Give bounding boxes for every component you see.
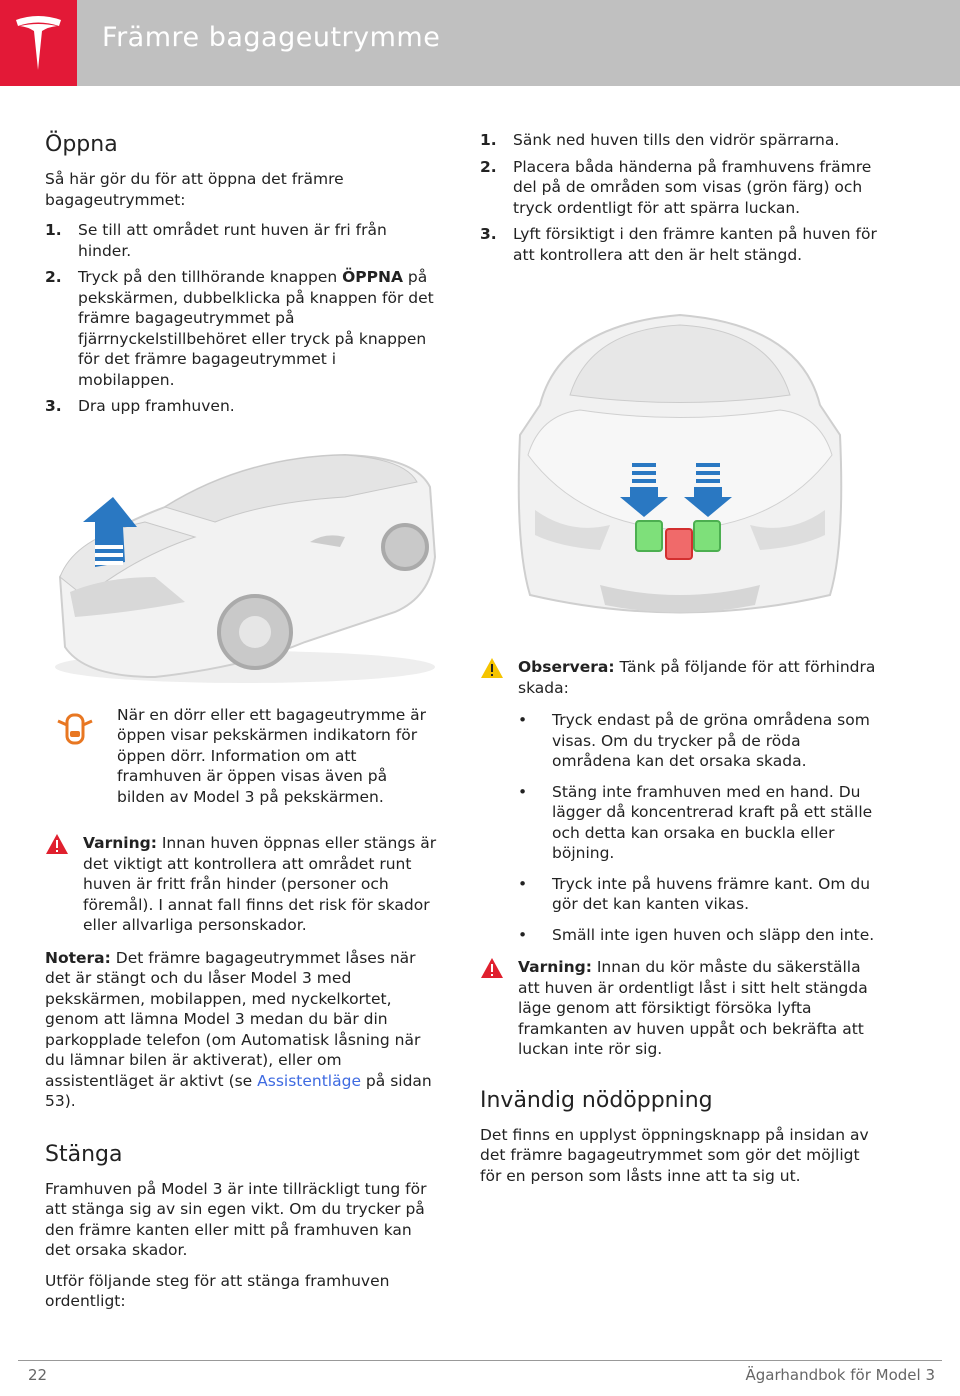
warning-label: Varning: bbox=[83, 834, 157, 852]
footer-divider bbox=[18, 1360, 942, 1361]
left-column bbox=[45, 120, 437, 1322]
green-press-area bbox=[694, 521, 720, 551]
step-text: på pekskärmen, dubbelklicka på knappen för det främre bagageutrymmet på fjärrnyckelstillbehöret eller tryck på knappen för det främre bagageutrymmet i mobilappen. bbox=[78, 268, 434, 389]
warning-label: Varning: bbox=[518, 958, 592, 976]
open-button-name: ÖPPNA bbox=[342, 268, 403, 286]
warning-text: Innan du kör måste du säkerställa att huven är ordentligt låst i sitt helt stängda läge genom att försiktigt försöka lyfta framkanten av huven uppåt och bekräfta att luckan inte rör sig. bbox=[518, 958, 868, 1058]
warning-open-hood bbox=[45, 833, 437, 936]
step-number: 1. bbox=[480, 131, 497, 149]
red-no-press-area bbox=[666, 529, 692, 559]
step-text: Lyft försiktigt i den främre kanten på huven för att kontrollera att den är helt stängd. bbox=[513, 225, 877, 264]
page-header bbox=[0, 0, 960, 86]
caution-triangle-icon bbox=[480, 657, 504, 679]
list-item bbox=[480, 224, 880, 265]
list-item bbox=[45, 220, 437, 261]
warning-drive bbox=[480, 957, 880, 1060]
step-number: 1. bbox=[45, 221, 62, 239]
caution-note bbox=[480, 657, 880, 698]
green-press-area bbox=[636, 521, 662, 551]
manual-title: Ägarhandbok för Model 3 bbox=[745, 1366, 935, 1384]
step-number: 2. bbox=[480, 157, 497, 176]
close-paragraph-2: Utför följande steg för att stänga framhuven ordentligt: bbox=[45, 1271, 390, 1310]
step-text: Se till att området runt huven är fri från hinder. bbox=[78, 221, 387, 260]
door-open-indicator-icon bbox=[55, 711, 95, 747]
list-item: • Smäll inte igen huven och släpp den inte. bbox=[518, 925, 880, 946]
car-open-hood-illustration bbox=[45, 427, 437, 687]
list-item bbox=[45, 396, 437, 417]
list-item: • Stäng inte framhuven med en hand. Du lägger då koncentrerad kraft på ett ställe och detta kan orsaka en buckla eller böjning. bbox=[518, 782, 880, 864]
page-number: 22 bbox=[28, 1366, 48, 1384]
open-heading: Öppna bbox=[45, 132, 118, 157]
note-text-end: på sidan 53). bbox=[45, 1071, 432, 1110]
car-front-press-illustration bbox=[480, 285, 880, 645]
note-paragraph bbox=[45, 948, 437, 1112]
close-paragraph-1: Framhuven på Model 3 är inte tillräckligt tung för att stänga sig av sin egen vikt. Om du trycker på den främre kanten eller mitt på framhuven kan det orsaka skador. bbox=[45, 1179, 427, 1259]
emergency-text: Det finns en upplyst öppningsknapp på insidan av det främre bagageutrymmet som gör det möjligt för en person som låsts inne att ta sig ut. bbox=[480, 1125, 869, 1185]
warning-text: Innan huven öppnas eller stängs är det viktigt att kontrollera att området runt huven är fritt från hinder (personer och föremål). I annat fall finns det risk för skador eller allvarliga personskador. bbox=[83, 834, 437, 934]
indicator-text: När en dörr eller ett bagageutrymme är öppen visar pekskärmen indikatorn för öppen dörr. Information om att framhuven är öppen visas även på bilden av Model 3 på pekskärmen. bbox=[117, 705, 427, 806]
caution-bullets bbox=[518, 710, 880, 945]
emergency-heading: Invändig nödöppning bbox=[480, 1087, 713, 1113]
warning-triangle-icon bbox=[480, 957, 504, 979]
list-item bbox=[480, 157, 880, 219]
door-open-indicator-note bbox=[45, 705, 437, 808]
open-steps bbox=[45, 220, 437, 417]
brand-logo-box bbox=[0, 0, 77, 86]
list-item: • Tryck endast på de gröna områdena som visas. Om du trycker på de röda områdena kan det orsaka skada. bbox=[518, 710, 880, 772]
assistant-mode-link[interactable]: Assistentläge bbox=[257, 1071, 361, 1090]
caution-text: Tänk på följande för att förhindra skada: bbox=[518, 658, 876, 697]
list-item bbox=[480, 130, 880, 151]
page-title: Främre bagageutrymme bbox=[102, 22, 441, 53]
step-number: 2. bbox=[45, 268, 62, 286]
step-text: Sänk ned huven tills den vidrör spärrarna. bbox=[513, 131, 840, 149]
step-text: Dra upp framhuven. bbox=[78, 397, 235, 415]
open-intro: Så här gör du för att öppna det främre bagageutrymmet: bbox=[45, 170, 344, 209]
step-number: 3. bbox=[45, 397, 62, 415]
step-text: Placera båda händerna på framhuvens främre del på de områden som visas (grön färg) och tryck ordentligt för att spärra luckan. bbox=[513, 157, 872, 217]
list-item: • Tryck inte på huvens främre kant. Om du gör det kan kanten vikas. bbox=[518, 874, 880, 915]
note-text: Det främre bagageutrymmet låses när det är stängt och du låser Model 3 med pekskärmen, mobilappen, med nyckelkortet, genom att lämna Model 3 medan du bär din parkopplade telefon (om Automatisk låsning när du lämnar bilen är aktiverat), eller om assistentläget är aktivt (se bbox=[45, 948, 421, 1090]
step-number: 3. bbox=[480, 225, 497, 243]
close-steps bbox=[480, 130, 880, 265]
tesla-logo bbox=[14, 14, 63, 72]
warning-triangle-icon bbox=[45, 833, 69, 855]
list-item bbox=[45, 267, 437, 390]
caution-label: Observera: bbox=[518, 658, 615, 676]
right-column bbox=[480, 130, 880, 1196]
note-label: Notera: bbox=[45, 948, 111, 967]
close-heading: Stänga bbox=[45, 1141, 123, 1167]
step-text: Tryck på den tillhörande knappen bbox=[78, 268, 343, 286]
